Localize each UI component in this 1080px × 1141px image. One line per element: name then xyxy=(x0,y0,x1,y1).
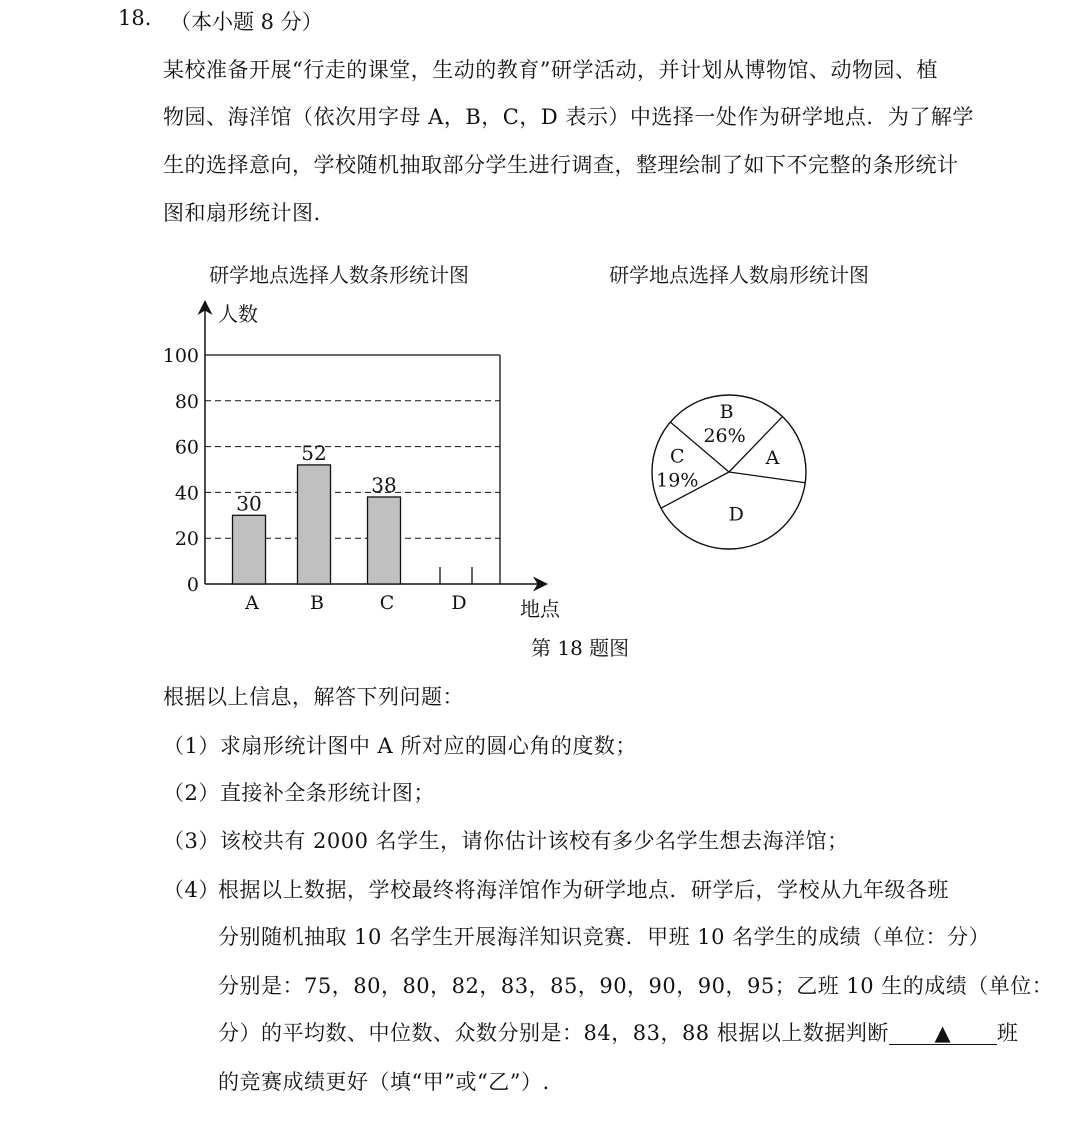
subquestion-4-line-4 xyxy=(218,1017,1018,1047)
questions-prompt: 根据以上信息，解答下列问题： xyxy=(163,685,464,709)
subquestion-3: （3）该校共有 2000 名学生，请你估计该校有多少名学生想去海洋馆； xyxy=(163,829,849,853)
subquestion-2: （2）直接补全条形统计图； xyxy=(163,781,435,805)
subquestion-4-line-2: 分别随机抽取 10 名学生开展海洋知识竞赛．甲班 10 名学生的成绩（单位：分） xyxy=(218,925,991,949)
y-axis-label: 人数 xyxy=(218,302,258,326)
bar-value-label-a: 30 xyxy=(236,491,262,516)
intro-line-1: 某校准备开展“行走的课堂，生动的教育”研学活动，并计划从博物馆、动物园、植 xyxy=(163,58,938,82)
intro-line-4: 图和扇形统计图. xyxy=(163,201,321,225)
y-tick-label: 40 xyxy=(174,482,199,505)
question-number: 18. xyxy=(118,6,152,30)
subquestion-4-line-4-text: 分）的平均数、中位数、众数分别是：84，83，88 根据以上数据判断 xyxy=(218,1021,889,1045)
bar-chart xyxy=(160,290,580,630)
y-tick-label: 80 xyxy=(174,390,199,413)
y-tick-label: 100 xyxy=(162,345,199,367)
y-tick-label: 0 xyxy=(186,574,199,596)
answer-blank-suffix: 班 xyxy=(996,1021,1019,1045)
subquestion-4-line-5: 的竞赛成绩更好（填“甲”或“乙”）. xyxy=(218,1070,550,1094)
x-tick-label-c: C xyxy=(379,592,395,614)
question-score: （本小题 8 分） xyxy=(170,10,323,34)
x-axis-label: 地点 xyxy=(520,597,560,621)
pie-label-b: B xyxy=(719,401,734,424)
bar-b xyxy=(298,465,331,584)
x-tick-label-d: D xyxy=(451,592,467,614)
bar-chart-title: 研学地点选择人数条形统计图 xyxy=(209,263,469,287)
y-tick-label: 60 xyxy=(174,436,199,459)
pie-label-d: D xyxy=(728,503,744,526)
intro-line-2: 物园、海洋馆（依次用字母 A，B，C，D 表示）中选择一处作为研学地点．为了解学 xyxy=(163,105,974,129)
bar-value-label-c: 38 xyxy=(371,472,397,497)
subquestion-4-line-3: 分别是：75，80，80，82，83，85，90，90，90，95；乙班 10 生的成绩（单位： xyxy=(218,974,1054,998)
x-tick-label-a: A xyxy=(245,592,259,614)
pie-percent-label-b: 26% xyxy=(703,425,746,448)
pie-label-a: A xyxy=(765,447,780,470)
subquestion-4-label: （4） xyxy=(163,878,220,902)
pie-divider xyxy=(729,472,805,483)
pie-chart-title: 研学地点选择人数扇形统计图 xyxy=(609,263,869,287)
intro-line-3: 生的选择意向，学校随机抽取部分学生进行调查，整理绘制了如下不完整的条形统计 xyxy=(163,153,959,177)
bar-c xyxy=(368,497,401,584)
subquestion-1: （1）求扇形统计图中 A 所对应的圆心角的度数； xyxy=(163,734,637,758)
figure-caption: 第 18 题图 xyxy=(531,636,630,660)
subquestion-4-line-1: 根据以上数据，学校最终将海洋馆作为研学地点．研学后，学校从九年级各班 xyxy=(218,878,949,902)
x-tick-label-b: B xyxy=(310,592,324,614)
answer-blank-mark: ▲ xyxy=(934,1021,952,1045)
pie-label-c: C xyxy=(670,445,685,468)
pie-chart xyxy=(640,385,820,565)
bar-a xyxy=(233,515,266,584)
answer-blank[interactable] xyxy=(889,1022,997,1045)
bar-value-label-b: 52 xyxy=(301,440,327,465)
bar-d-placeholder xyxy=(440,567,472,584)
y-tick-label: 20 xyxy=(174,528,199,551)
pie-percent-label-c: 19% xyxy=(656,469,699,492)
